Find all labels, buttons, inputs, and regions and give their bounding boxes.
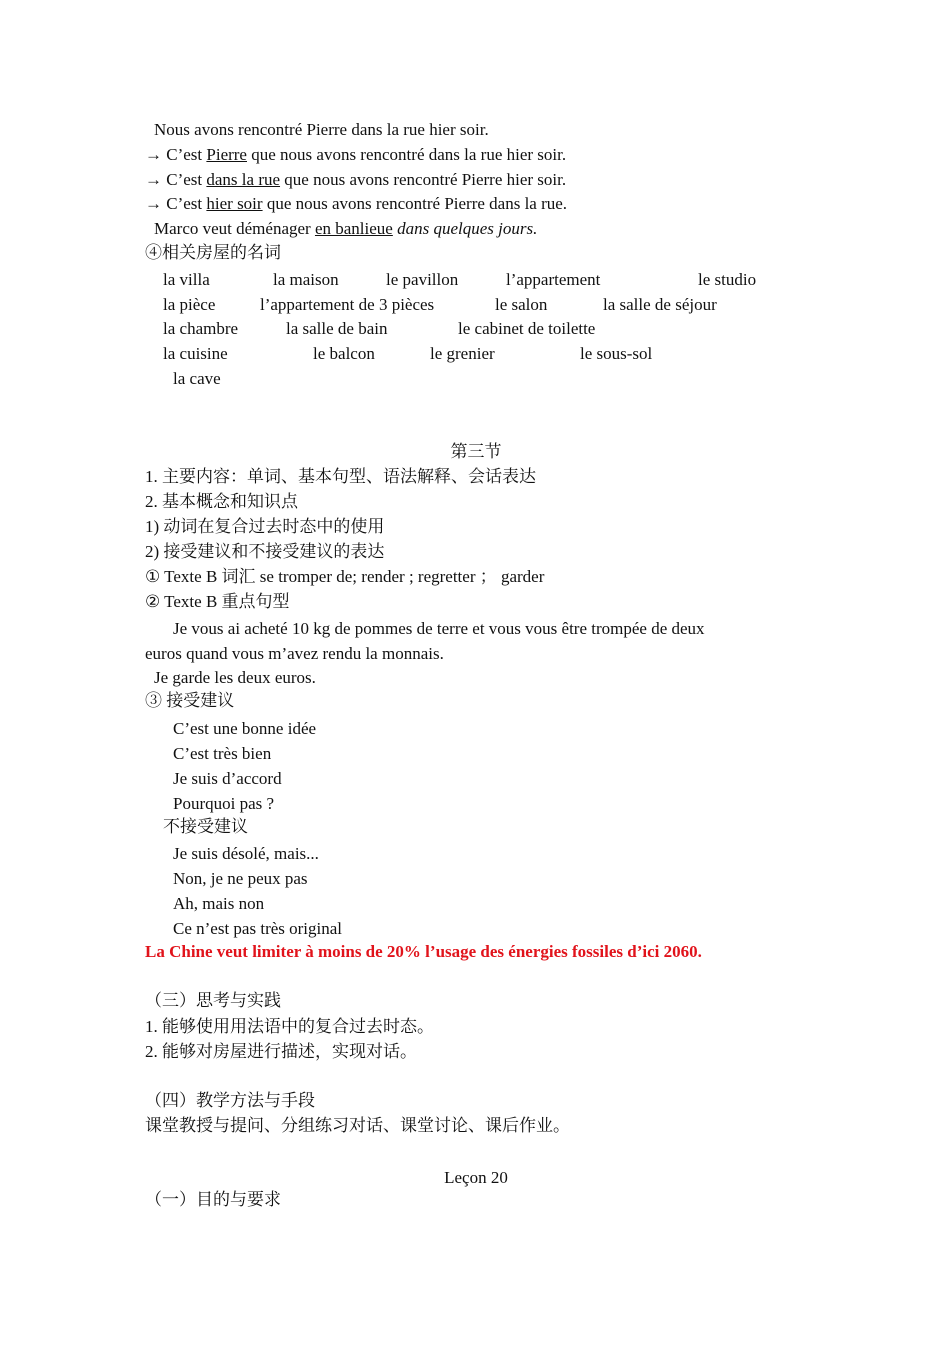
vocab-word: la cuisine — [163, 344, 228, 363]
accept-phrase: C’est une bonne idée — [173, 719, 317, 738]
example-sentence — [145, 144, 566, 166]
vocab-word: la salle de bain — [286, 319, 388, 338]
sentence-part: → C’est — [145, 194, 207, 213]
list-item: 1) 动词在复合过去时态中的使用 — [145, 517, 385, 536]
vocab-word: l’appartement de 3 pièces — [260, 295, 435, 314]
refuse-phrase: Je suis désolé, mais... — [173, 844, 319, 863]
accept-phrase: Pourquoi pas ? — [173, 794, 275, 813]
vocab-word: le sous-sol — [580, 344, 653, 363]
vocab-word: le balcon — [313, 344, 375, 363]
sentence-part: → C’est — [145, 170, 207, 189]
vocab-word: le grenier — [430, 344, 495, 363]
sentence-part: → C’est — [145, 145, 207, 164]
example-sentence — [145, 169, 566, 191]
list-item: 1. 主要内容：单词、基本句型、语法解释、会话表达 — [145, 467, 536, 486]
accept-phrase: C’est très bien — [173, 744, 272, 763]
accept-heading: ③ 接受建议 — [145, 691, 235, 710]
vocab-word: la pièce — [163, 295, 216, 314]
list-item: ② Texte B 重点句型 — [145, 592, 290, 611]
refuse-heading: 不接受建议 — [163, 817, 248, 836]
example-sentence — [145, 193, 567, 215]
sentence-part: que nous avons rencontré Pierre dans la rue. — [262, 194, 568, 213]
italic-phrase: dans quelques jours. — [397, 219, 538, 238]
vocab-word: le salon — [495, 295, 548, 314]
vocab-word: la villa — [163, 270, 210, 289]
example-sentence — [154, 218, 537, 240]
underlined-word: hier soir — [206, 194, 263, 213]
refuse-phrase: Non, je ne peux pas — [173, 869, 308, 888]
refuse-phrase: Ce n’est pas très original — [173, 919, 343, 938]
key-sentence: Je garde les deux euros. — [154, 668, 316, 687]
lesson-title: Leçon 20 — [444, 1168, 508, 1187]
list-item: 1. 能够使用用法语中的复合过去时态。 — [145, 1017, 434, 1036]
list-item: 2. 基本概念和知识点 — [145, 492, 298, 511]
vocab-word: le studio — [698, 270, 757, 289]
list-item: 2. 能够对房屋进行描述，实现对话。 — [145, 1042, 417, 1061]
example-sentence: Nous avons rencontré Pierre dans la rue hier soir. — [154, 120, 489, 139]
methods-heading: （四）教学方法与手段 — [145, 1091, 315, 1110]
vocab-word: le pavillon — [386, 270, 459, 289]
key-sentence: euros quand vous m’avez rendu la monnais. — [145, 644, 444, 663]
vocab-word: la salle de séjour — [603, 295, 717, 314]
vocab-word: l’appartement — [506, 270, 601, 289]
vocab-word: la chambre — [163, 319, 239, 338]
underlined-word: Pierre — [206, 145, 247, 164]
sentence-part: que nous avons rencontré Pierre hier soir. — [280, 170, 567, 189]
sentence-part: que nous avons rencontré dans la rue hier soir. — [246, 145, 567, 164]
list-item: 2) 接受建议和不接受建议的表达 — [145, 542, 385, 561]
vocab-word: le cabinet de toilette — [458, 319, 596, 338]
lesson-subheading: （一）目的与要求 — [145, 1190, 281, 1209]
sentence-part: Marco veut déménager — [154, 219, 315, 238]
underlined-word: en banlieue — [314, 219, 393, 238]
methods-text: 课堂教授与提问、分组练习对话、课堂讨论、课后作业。 — [145, 1116, 570, 1135]
key-sentence: Je vous ai acheté 10 kg de pommes de terre et vous vous être trompée de deux — [173, 619, 705, 638]
vocab-word: la cave — [173, 369, 221, 388]
highlight-sentence: La Chine veut limiter à moins de 20% l’usage des énergies fossiles d’ici 2060. — [145, 942, 702, 961]
housing-heading: ④相关房屋的名词 — [145, 243, 281, 262]
practice-heading: （三）思考与实践 — [145, 991, 281, 1010]
section-title: 第三节 — [450, 442, 502, 461]
vocab-word: la maison — [273, 270, 339, 289]
underlined-word: dans la rue — [206, 170, 281, 189]
accept-phrase: Je suis d’accord — [173, 769, 282, 788]
refuse-phrase: Ah, mais non — [173, 894, 265, 913]
list-item: ① Texte B 词汇 se tromper de; render ; regretter ； garder — [145, 567, 545, 586]
